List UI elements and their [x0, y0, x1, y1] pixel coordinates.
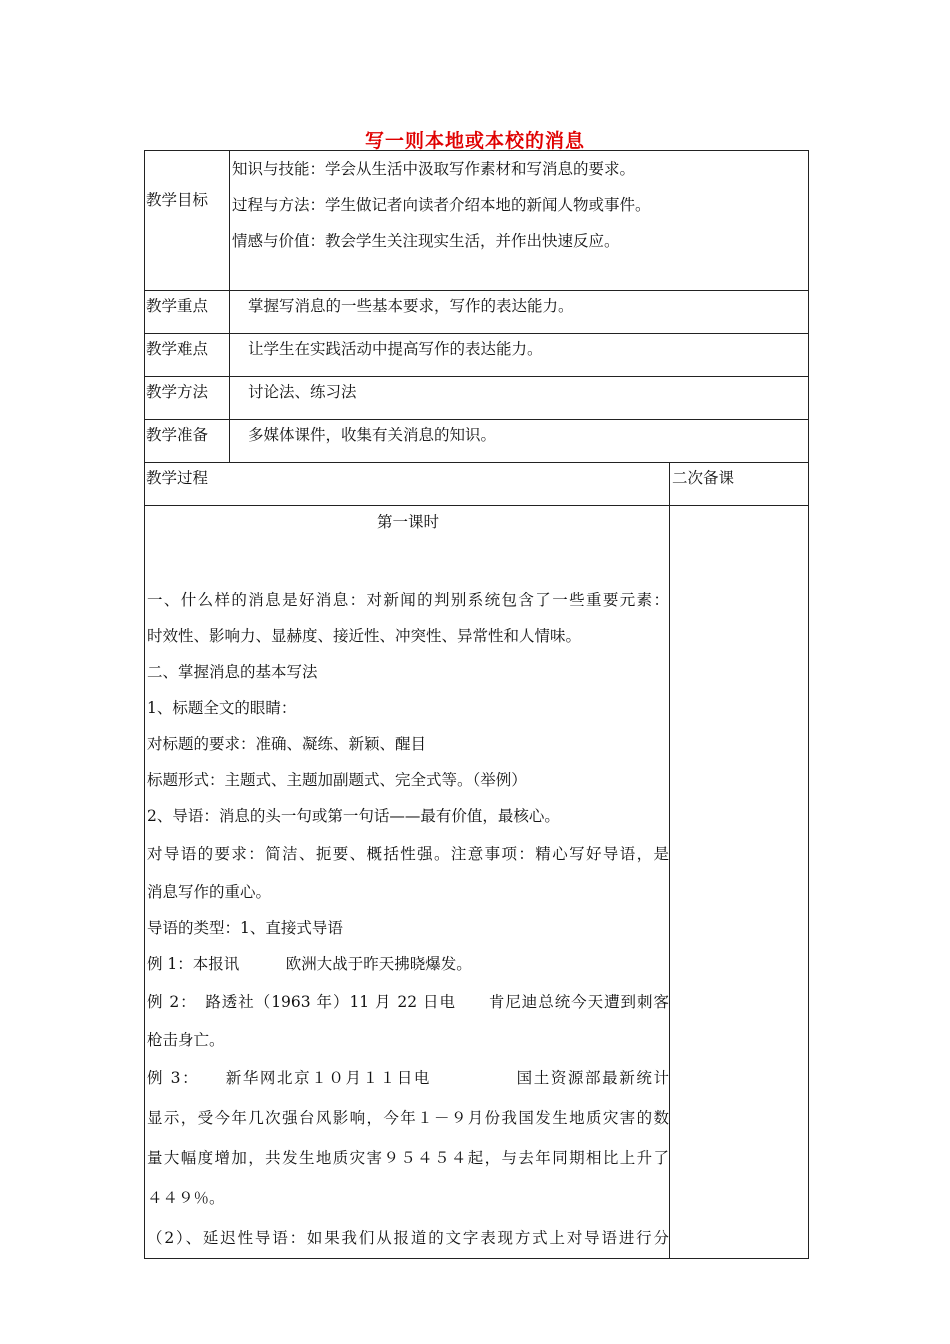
method-value: 讨论法、练习法 — [230, 377, 809, 420]
process-line: 2、导语：消息的头一句或第一句话——最有价值，最核心。 — [147, 807, 560, 825]
second-prep-label: 二次备课 — [670, 463, 809, 506]
process-line: 二、掌握消息的基本写法 — [147, 663, 318, 681]
preparation-label: 教学准备 — [145, 420, 230, 463]
key-points-row — [145, 291, 809, 334]
process-line: ４４９％。 — [147, 1189, 225, 1207]
difficulty-row — [145, 334, 809, 377]
goal-line-values: 情感与价值：教会学生关注现实生活，并作出快速反应。 — [232, 232, 620, 250]
process-line: 标题形式：主题式、主题加副题式、完全式等。（举例） — [147, 771, 527, 789]
preparation-row — [145, 420, 809, 463]
process-header-row — [145, 463, 809, 506]
process-line: 时效性、影响力、显赫度、接近性、冲突性、异常性和人情味。 — [147, 627, 582, 645]
process-label: 教学过程 — [145, 463, 670, 506]
key-points-value: 掌握写消息的一些基本要求，写作的表达能力。 — [230, 291, 809, 334]
process-body-row — [145, 506, 809, 1259]
process-line: 对标题的要求：准确、凝练、新颖、醒目 — [147, 735, 427, 753]
method-row — [145, 377, 809, 420]
process-line: 显示，受今年几次强台风影响，今年１－９月份我国发生地质灾害的数 — [147, 1109, 669, 1127]
lesson-plan-table — [144, 150, 809, 1259]
process-line: 例 2： 路透社（1963 年）11 月 22 日电 肯尼迪总统今天遭到刺客 — [147, 993, 669, 1011]
process-content — [145, 506, 670, 1259]
process-line: 1、标题全文的眼睛： — [147, 699, 297, 717]
difficulty-value: 让学生在实践活动中提高写作的表达能力。 — [230, 334, 809, 377]
key-points-label: 教学重点 — [145, 291, 230, 334]
process-line: 消息写作的重心。 — [147, 883, 272, 901]
difficulty-label: 教学难点 — [145, 334, 230, 377]
preparation-value: 多媒体课件，收集有关消息的知识。 — [230, 420, 809, 463]
process-line: 一、什么样的消息是好消息：对新闻的判别系统包含了一些重要元素： — [147, 591, 669, 609]
process-line: 枪击身亡。 — [147, 1031, 225, 1049]
goals-row — [145, 151, 809, 291]
process-line: （2）、延迟性导语：如果我们从报道的文字表现方式上对导语进行分 — [147, 1229, 669, 1247]
process-line: 量大幅度增加，共发生地质灾害９５４５４起，与去年同期相比上升了 — [147, 1149, 669, 1167]
lesson-title: 第一课时 — [376, 513, 439, 531]
process-line: 对导语的要求：简洁、扼要、概括性强。注意事项：精心写好导语，是 — [147, 845, 669, 863]
goal-line-knowledge: 知识与技能：学会从生活中汲取写作素材和写消息的要求。 — [232, 160, 636, 178]
document-title: 写一则本地或本校的消息 — [364, 130, 585, 152]
goals-label: 教学目标 — [145, 151, 230, 291]
process-line: 例 1：本报讯 欧洲大战于昨天拂晓爆发。 — [147, 955, 472, 973]
process-line: 导语的类型：1、直接式导语 — [147, 919, 343, 937]
goal-line-process: 过程与方法：学生做记者向读者介绍本地的新闻人物或事件。 — [232, 196, 651, 214]
goals-content — [230, 151, 809, 291]
process-line: 例 3： 新华网北京１０月１１日电 国土资源部最新统计 — [147, 1069, 669, 1087]
second-prep-content — [670, 506, 809, 1259]
method-label: 教学方法 — [145, 377, 230, 420]
